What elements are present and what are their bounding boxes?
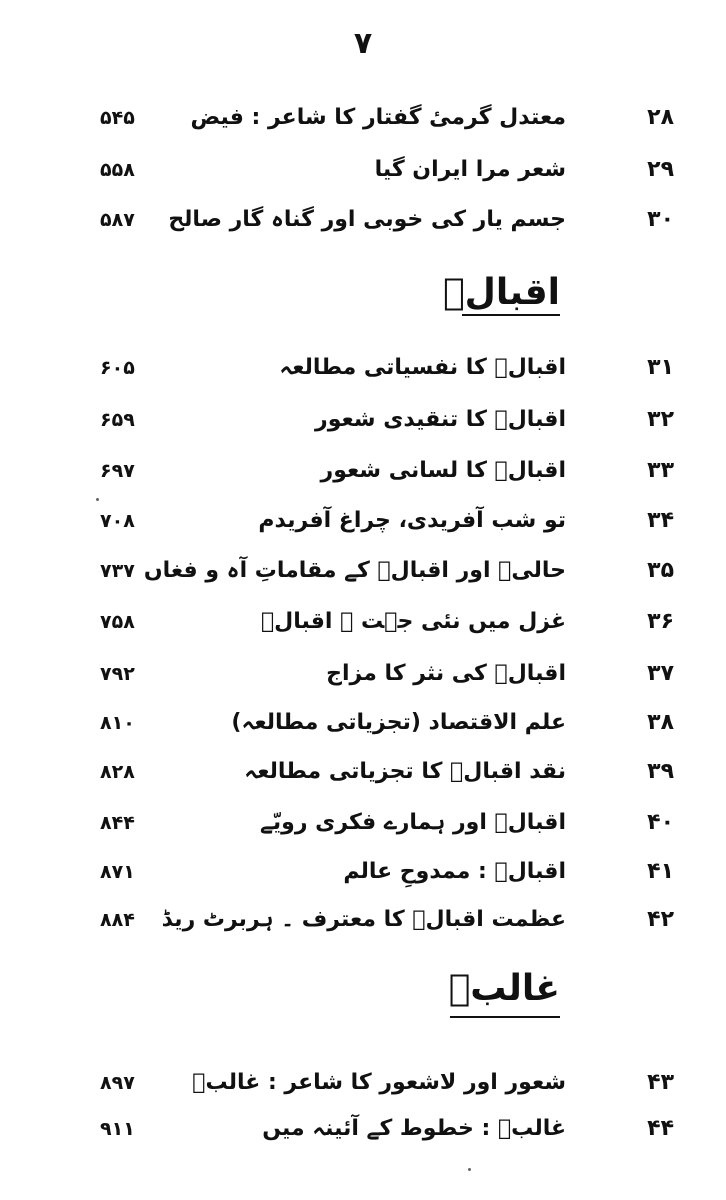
toc-entry: [0, 703, 726, 743]
entry-page: ۹۱۱: [100, 1118, 135, 1140]
section-heading-ghalib: غالبؔ: [448, 968, 560, 1009]
toc-entry: [0, 501, 726, 541]
entry-page: ۸۱۰: [100, 712, 135, 734]
toc-entry: [0, 98, 726, 138]
entry-number: ۴۳: [647, 1070, 674, 1095]
toc-entry: [0, 1063, 726, 1103]
entry-number: ۳۵: [647, 558, 674, 583]
entry-title: اقبالؔ کا لسانی شعور: [320, 458, 566, 483]
entry-title: جسم یار کی خوبی اور گناہ گار صالح: [168, 207, 566, 232]
entry-number: ۲۸: [647, 105, 674, 130]
entry-page: ۶۵۹: [100, 409, 135, 431]
toc-entry: [0, 752, 726, 792]
scan-speck: [96, 498, 99, 501]
entry-number: ۳۳: [647, 458, 674, 483]
entry-title: علم الاقتصاد (تجزیاتی مطالعہ): [231, 710, 566, 735]
entry-page: ۸۴۴: [100, 812, 135, 834]
entry-page: ۷۵۸: [100, 611, 135, 633]
entry-page: ۸۹۷: [100, 1072, 135, 1094]
entry-title: اقبالؔ کا تنقیدی شعور: [315, 407, 566, 432]
entry-number: ۳۱: [647, 355, 674, 380]
toc-entry: [0, 200, 726, 240]
entry-title: شعر مرا ایران گیا: [374, 157, 566, 182]
toc-entry: [0, 1109, 726, 1149]
entry-number: ۴۰: [647, 810, 674, 835]
section-heading-underline: [462, 314, 560, 316]
entry-title: غزل میں نئی جہت ۔ اقبالؔ: [260, 609, 566, 634]
entry-page: ۸۷۱: [100, 861, 135, 883]
section-heading-underline: [450, 1016, 560, 1018]
entry-title: عظمت اقبالؔ کا معترف ۔ ہربرٹ ریڈ: [161, 907, 566, 932]
entry-number: ۴۲: [647, 907, 674, 932]
entry-page: ۶۰۵: [100, 357, 135, 379]
entry-page: ۶۹۷: [100, 460, 135, 482]
entry-number: ۳۲: [647, 407, 674, 432]
entry-page: ۷۰۸: [100, 510, 135, 532]
entry-title: معتدل گرمیٔ گفتار کا شاعر : فیض: [190, 105, 566, 130]
toc-entry: [0, 900, 726, 940]
entry-number: ۳۶: [647, 609, 674, 634]
scan-speck: [468, 1168, 471, 1171]
entry-number: ۲۹: [647, 157, 674, 182]
entry-title: شعور اور لاشعور کا شاعر : غالبؔ: [192, 1070, 566, 1095]
entry-title: نقد اقبالؔ کا تجزیاتی مطالعہ: [244, 759, 566, 784]
toc-entry: [0, 348, 726, 388]
entry-number: ۳۰: [647, 207, 674, 232]
toc-entry: [0, 654, 726, 694]
entry-title: اقبالؔ کا نفسیاتی مطالعہ: [279, 355, 566, 380]
toc-entry: [0, 602, 726, 642]
toc-entry: [0, 150, 726, 190]
entry-title: اقبالؔ : ممدوحِ عالم: [343, 859, 566, 884]
toc-entry: [0, 852, 726, 892]
entry-number: ۳۸: [647, 710, 674, 735]
toc-entry: [0, 400, 726, 440]
entry-page: ۵۵۸: [100, 159, 135, 181]
section-heading-iqbal: اقبالؔ: [443, 272, 560, 313]
entry-page: ۵۴۵: [100, 107, 135, 129]
entry-number: ۳۹: [647, 759, 674, 784]
entry-page: ۸۸۴: [100, 909, 135, 931]
entry-page: ۸۲۸: [100, 761, 135, 783]
entry-title: اقبالؔ کی نثر کا مزاج: [326, 661, 566, 686]
toc-entry: [0, 551, 726, 591]
entry-page: ۷۹۲: [100, 663, 135, 685]
entry-title: حالیؔ اور اقبالؔ کے مقاماتِ آہ و فغاں: [143, 558, 566, 583]
toc-entry: [0, 803, 726, 843]
toc-entry: [0, 451, 726, 491]
entry-title: تو شب آفریدی، چراغ آفریدم: [258, 508, 566, 533]
entry-number: ۳۴: [647, 508, 674, 533]
entry-number: ۴۱: [647, 859, 674, 884]
entry-title: اقبالؔ اور ہمارے فکری رویّے: [260, 810, 566, 835]
entry-number: ۴۴: [647, 1116, 674, 1141]
entry-title: غالبؔ : خطوط کے آئینہ میں: [262, 1116, 566, 1141]
page-number: ٧: [353, 26, 373, 61]
entry-page: ۷۳۷: [100, 560, 135, 582]
entry-number: ۳۷: [647, 661, 674, 686]
entry-page: ۵۸۷: [100, 209, 135, 231]
